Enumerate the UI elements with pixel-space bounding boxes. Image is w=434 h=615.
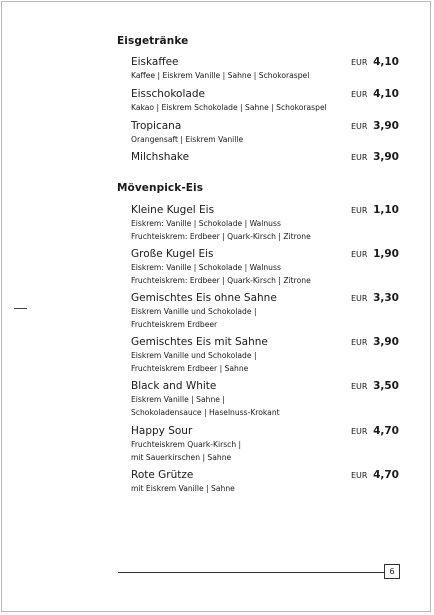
item-price: 4,10 [373, 88, 399, 100]
item-currency: EUR [351, 90, 368, 99]
item-description: mit Eiskrem Vanille | Sahne [131, 484, 235, 493]
menu-item-eisschokolade [131, 88, 401, 115]
item-description-line: Eiskrem: Vanille | Schokolade | Walnuss [131, 219, 281, 228]
item-price: 1,10 [373, 204, 399, 216]
menu-item-grosse-kugel-eis [131, 248, 401, 287]
item-description: Orangensaft | Eiskrem Vanille [131, 135, 244, 144]
item-name: Happy Sour [131, 425, 193, 437]
menu-item-gemischtes-eis-ohne-sahne [131, 292, 401, 331]
item-currency: EUR [351, 382, 368, 391]
item-description [131, 306, 401, 331]
menu-item-tropicana [131, 120, 401, 147]
page-number: 6 [384, 564, 400, 579]
item-price: 3,30 [373, 292, 399, 304]
menu-item-eiskaffee [131, 56, 401, 83]
item-description-line: Fruchteiskrem Quark-Kirsch | [131, 440, 242, 449]
item-description [131, 262, 401, 287]
item-description-line: Eiskrem Vanille und Schokolade | [131, 351, 257, 360]
section-title-moevenpick-eis: Mövenpick-Eis [117, 182, 204, 194]
item-name: Gemischtes Eis ohne Sahne [131, 292, 277, 304]
item-currency: EUR [351, 250, 368, 259]
item-currency: EUR [351, 471, 368, 480]
item-name: Eisschokolade [131, 88, 205, 100]
item-currency: EUR [351, 427, 368, 436]
item-description [131, 439, 401, 464]
item-description-line: Fruchteiskrem Erdbeer [131, 319, 218, 329]
item-currency: EUR [351, 338, 368, 347]
item-price: 3,90 [373, 336, 399, 348]
item-price: 4,10 [373, 56, 399, 68]
menu-item-black-and-white [131, 380, 401, 419]
item-description: Kakao | Eiskrem Schokolade | Sahne | Schokoraspel [131, 103, 327, 112]
item-price: 3,90 [373, 120, 399, 132]
item-description-line: Eiskrem Vanille und Schokolade | [131, 307, 257, 316]
margin-mark [14, 308, 27, 309]
item-name: Black and White [131, 380, 217, 392]
item-price: 4,70 [373, 425, 399, 437]
item-currency: EUR [351, 206, 368, 215]
item-description-line: Fruchteiskrem: Erdbeer | Quark-Kirsch | Zitrone [131, 275, 311, 285]
menu-item-gemischtes-eis-mit-sahne [131, 336, 401, 375]
item-description [131, 218, 401, 243]
menu-item-rote-gruetze [131, 469, 401, 496]
section-title-eisgetraenke: Eisgetränke [117, 35, 189, 47]
item-description-line: Eiskrem: Vanille | Schokolade | Walnuss [131, 263, 281, 272]
menu-item-milchshake [131, 151, 401, 164]
footer-rule [118, 572, 384, 573]
item-description: Kaffee | Eiskrem Vanille | Sahne | Schokoraspel [131, 71, 310, 80]
item-name: Tropicana [131, 120, 182, 132]
item-description-line: Schokoladensauce | Haselnuss-Krokant [131, 407, 280, 417]
item-name: Gemischtes Eis mit Sahne [131, 336, 268, 348]
item-description-line: mit Sauerkirschen | Sahne [131, 452, 232, 462]
item-price: 3,50 [373, 380, 399, 392]
item-description-line: Eiskrem Vanille | Sahne | [131, 395, 225, 404]
item-price: 4,70 [373, 469, 399, 481]
item-name: Kleine Kugel Eis [131, 204, 215, 216]
item-price: 1,90 [373, 248, 399, 260]
item-name: Milchshake [131, 151, 190, 163]
item-price: 3,90 [373, 151, 399, 163]
menu-item-kleine-kugel-eis [131, 204, 401, 243]
item-name: Große Kugel Eis [131, 248, 214, 260]
item-description-line: Fruchteiskrem Erdbeer | Sahne [131, 363, 249, 373]
item-currency: EUR [351, 294, 368, 303]
item-description [131, 350, 401, 375]
item-currency: EUR [351, 58, 368, 67]
item-currency: EUR [351, 153, 368, 162]
menu-item-happy-sour [131, 425, 401, 464]
item-description [131, 394, 401, 419]
item-name: Eiskaffee [131, 56, 179, 68]
item-currency: EUR [351, 122, 368, 131]
item-name: Rote Grütze [131, 469, 194, 481]
item-description-line: Fruchteiskrem: Erdbeer | Quark-Kirsch | Zitrone [131, 231, 311, 241]
